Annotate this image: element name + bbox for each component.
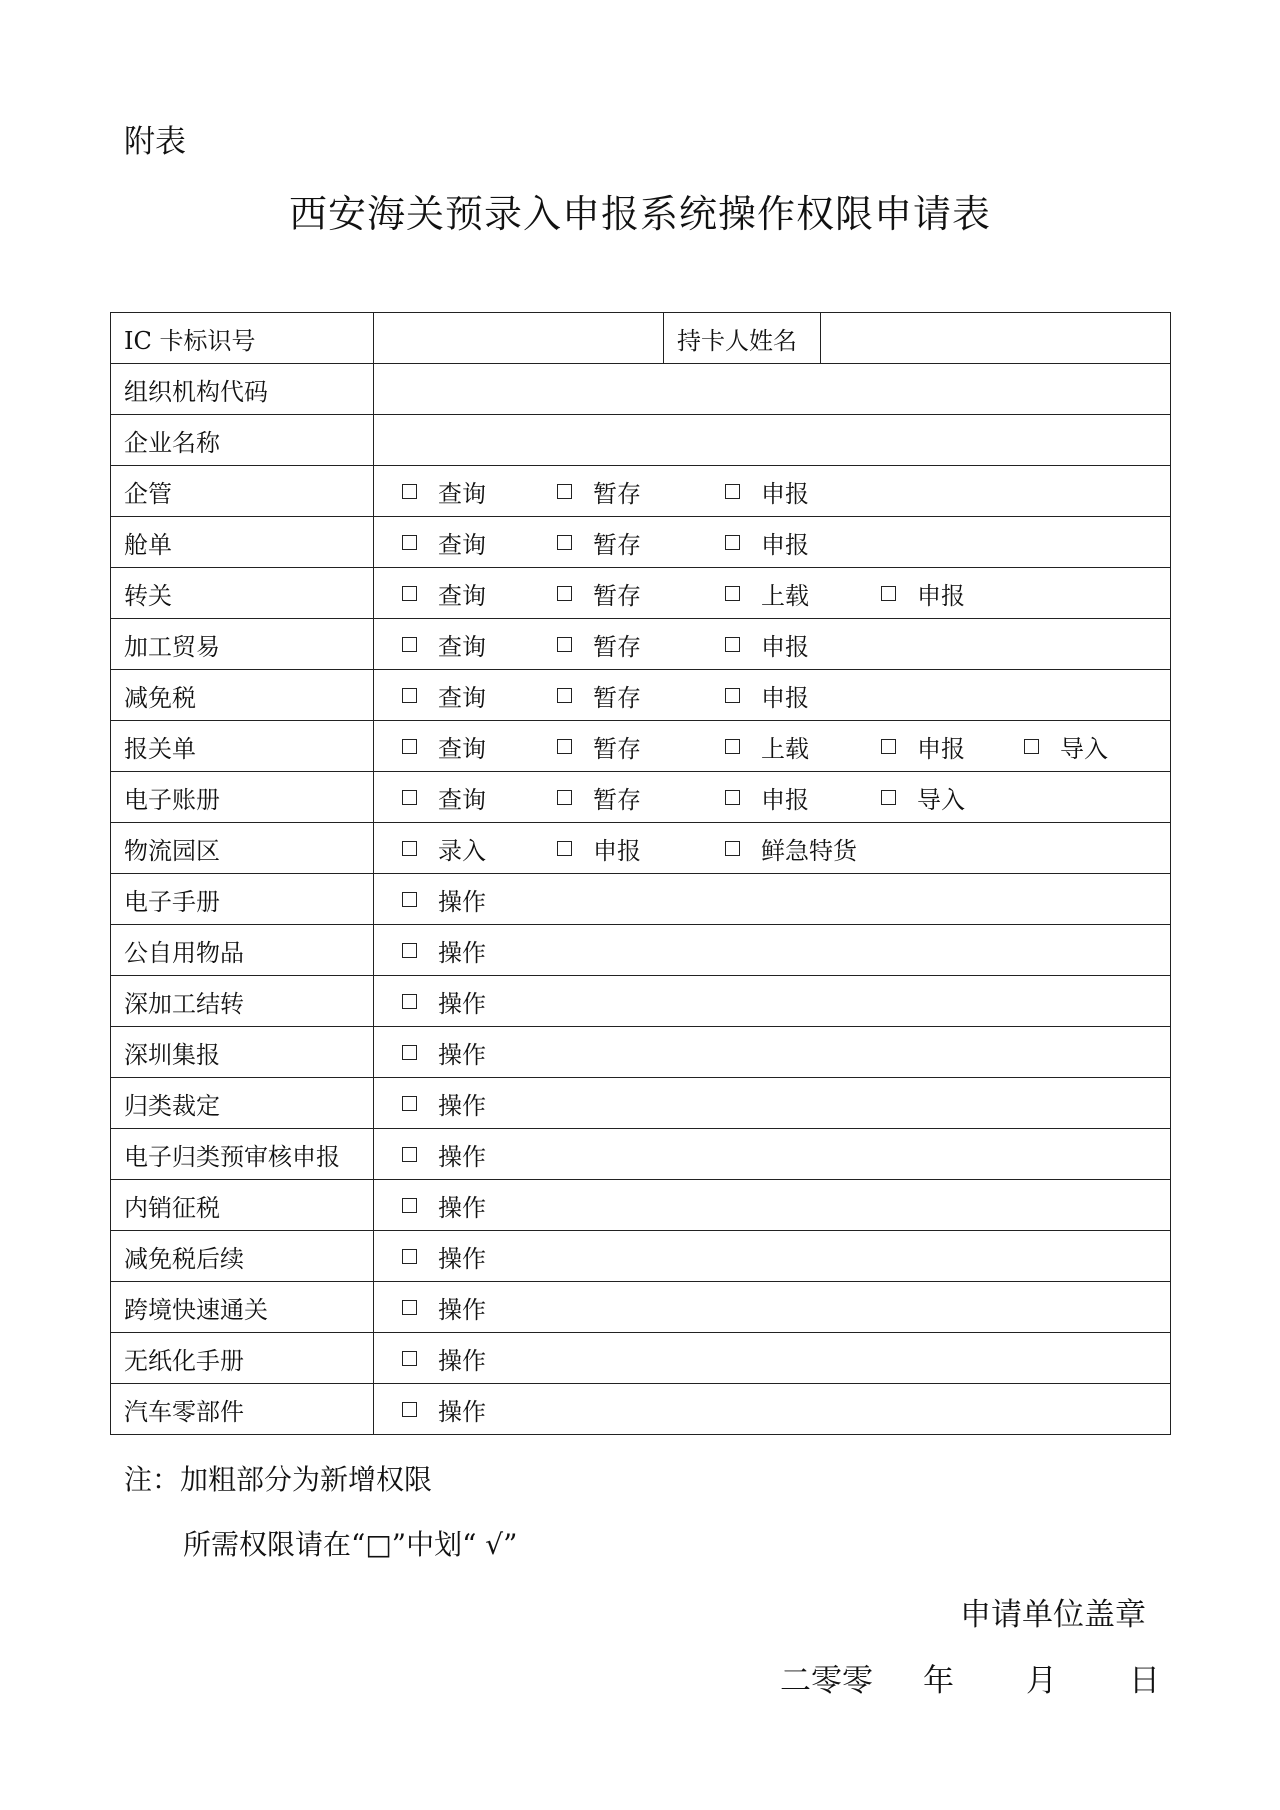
permission-label: 深加工结转 [111,976,374,1027]
option-label: 操作 [438,1346,486,1375]
option-label: 暂存 [593,632,641,661]
option-label: 查询 [438,530,486,559]
permission-checkbox-option[interactable] [725,517,809,567]
option-label: 操作 [438,938,486,967]
permission-options [374,721,1171,772]
checkbox-icon[interactable] [557,637,572,652]
permission-label: 内销征税 [111,1180,374,1231]
permission-checkbox-option[interactable] [402,1282,486,1332]
checkbox-icon[interactable] [725,688,740,703]
company-name-input[interactable] [374,415,1171,466]
options-group [374,1384,1170,1434]
checkbox-icon[interactable] [402,484,417,499]
option-label: 操作 [438,1397,486,1426]
card-holder-label: 持卡人姓名 [664,313,821,364]
permission-label: 跨境快速通关 [111,1282,374,1333]
date-day-label: 日 [1129,1663,1160,1699]
checkbox-icon[interactable] [725,484,740,499]
permission-row [111,1078,1171,1129]
option-label: 操作 [438,1193,486,1222]
permission-options [374,1282,1171,1333]
option-label: 暂存 [593,479,641,508]
permission-row [111,568,1171,619]
permission-label: 电子归类预审核申报 [111,1129,374,1180]
permission-label: 减免税 [111,670,374,721]
permission-options [374,1129,1171,1180]
option-label: 申报 [761,632,809,661]
options-group [374,1282,1170,1332]
permission-row [111,466,1171,517]
permission-checkbox-option[interactable] [402,1027,486,1077]
org-code-input[interactable] [374,364,1171,415]
option-label: 暂存 [593,581,641,610]
date-line [780,1661,1160,1701]
permission-row [111,1027,1171,1078]
option-label: 查询 [438,479,486,508]
permission-checkbox-option[interactable] [881,721,965,771]
checkbox-icon[interactable] [402,1198,417,1213]
permission-options [374,517,1171,568]
option-label: 查询 [438,632,486,661]
options-group [374,1180,1170,1230]
permission-checkbox-option[interactable] [725,721,809,771]
ic-card-label: IC 卡标识号 [111,313,374,364]
option-label: 暂存 [593,785,641,814]
permission-options [374,1231,1171,1282]
permission-row [111,874,1171,925]
checkbox-icon[interactable] [557,739,572,754]
option-label: 申报 [593,836,641,865]
permission-options [374,1384,1171,1435]
permission-row [111,1231,1171,1282]
annex-label: 附表 [124,124,186,160]
permission-options [374,1027,1171,1078]
document-title: 西安海关预录入申报系统操作权限申请表 [288,192,991,236]
permission-checkbox-option[interactable] [402,1231,486,1281]
permission-row [111,772,1171,823]
permission-checkbox-option[interactable] [402,619,486,669]
permission-row [111,517,1171,568]
checkbox-icon[interactable] [725,637,740,652]
options-group [374,568,1170,618]
checkbox-icon[interactable] [402,535,417,550]
permission-options [374,976,1171,1027]
checkbox-icon[interactable] [557,688,572,703]
permission-options [374,1180,1171,1231]
checkbox-icon[interactable] [557,841,572,856]
permission-checkbox-option[interactable] [557,619,641,669]
checkbox-icon[interactable] [402,586,417,601]
permission-row [111,670,1171,721]
option-label: 操作 [438,1091,486,1120]
permission-row [111,925,1171,976]
permission-row [111,823,1171,874]
option-label: 查询 [438,581,486,610]
permission-label: 加工贸易 [111,619,374,670]
permission-checkbox-option[interactable] [402,925,486,975]
options-group [374,670,1170,720]
company-name-row [111,415,1171,466]
permission-label: 物流园区 [111,823,374,874]
permission-options [374,874,1171,925]
checkbox-icon[interactable] [402,1096,417,1111]
permission-options [374,1078,1171,1129]
permission-checkbox-option[interactable] [557,466,641,516]
options-group [374,1078,1170,1128]
option-label: 查询 [438,683,486,712]
option-label: 录入 [438,836,486,865]
permission-checkbox-option[interactable] [1024,721,1108,771]
permission-checkbox-option[interactable] [725,772,809,822]
permission-checkbox-option[interactable] [725,466,809,516]
checkbox-icon[interactable] [402,994,417,1009]
permission-label: 深圳集报 [111,1027,374,1078]
option-label: 查询 [438,734,486,763]
permission-options [374,1333,1171,1384]
option-label: 暂存 [593,734,641,763]
permission-label: 企管 [111,466,374,517]
options-group [374,925,1170,975]
permission-checkbox-option[interactable] [402,1180,486,1230]
permission-checkbox-option[interactable] [402,1333,486,1383]
option-label: 操作 [438,1295,486,1324]
option-label: 操作 [438,1244,486,1273]
permission-checkbox-option[interactable] [557,823,641,873]
permission-checkbox-option[interactable] [725,670,809,720]
option-label: 申报 [761,530,809,559]
permission-row [111,1129,1171,1180]
permission-options [374,925,1171,976]
option-label: 上载 [761,734,809,763]
checkbox-icon[interactable] [402,637,417,652]
permission-row [111,1333,1171,1384]
permission-checkbox-option[interactable] [402,976,486,1026]
options-group [374,823,1170,873]
checkbox-icon[interactable] [557,586,572,601]
permission-checkbox-option[interactable] [557,568,641,618]
permission-row [111,619,1171,670]
date-prefix: 二零零 [780,1663,873,1699]
permission-checkbox-option[interactable] [402,568,486,618]
checkbox-icon[interactable] [402,1351,417,1366]
company-name-label: 企业名称 [111,415,374,466]
checkbox-icon[interactable] [557,535,572,550]
permission-checkbox-option[interactable] [725,568,809,618]
checkbox-icon[interactable] [1024,739,1039,754]
options-group [374,874,1170,924]
permission-checkbox-option[interactable] [402,874,486,924]
checkbox-icon[interactable] [402,1300,417,1315]
date-year-label: 年 [923,1663,954,1699]
option-label: 鲜急特货 [761,836,857,865]
permission-checkbox-option[interactable] [557,670,641,720]
option-label: 导入 [917,785,965,814]
permission-label: 电子手册 [111,874,374,925]
permission-label: 舱单 [111,517,374,568]
permission-options [374,619,1171,670]
permission-options [374,823,1171,874]
options-group [374,1333,1170,1383]
option-label: 上载 [761,581,809,610]
checkbox-icon[interactable] [725,841,740,856]
permission-row [111,721,1171,772]
card-holder-input[interactable] [821,313,1171,364]
checkbox-icon[interactable] [725,790,740,805]
permission-row [111,976,1171,1027]
permission-checkbox-option[interactable] [557,772,641,822]
ic-card-row [111,313,1171,364]
permission-label: 报关单 [111,721,374,772]
checkbox-icon[interactable] [725,586,740,601]
permission-checkbox-option[interactable] [557,517,641,567]
permission-label: 转关 [111,568,374,619]
options-group [374,1129,1170,1179]
org-code-label: 组织机构代码 [111,364,374,415]
permission-checkbox-option[interactable] [402,1078,486,1128]
checkbox-icon[interactable] [402,1147,417,1162]
org-code-row [111,364,1171,415]
option-label: 查询 [438,785,486,814]
option-label: 申报 [917,581,965,610]
options-group [374,1027,1170,1077]
permission-checkbox-option[interactable] [402,721,486,771]
permission-checkbox-option[interactable] [725,619,809,669]
permission-application-table [110,312,1171,1435]
option-label: 申报 [761,479,809,508]
permission-checkbox-option[interactable] [725,823,857,873]
checkbox-icon[interactable] [881,790,896,805]
checkbox-icon[interactable] [402,1045,417,1060]
option-label: 申报 [761,785,809,814]
options-group [374,517,1170,567]
option-label: 暂存 [593,683,641,712]
permission-label: 无纸化手册 [111,1333,374,1384]
permission-label: 公自用物品 [111,925,374,976]
option-label: 操作 [438,1040,486,1069]
permission-label: 汽车零部件 [111,1384,374,1435]
checkbox-icon[interactable] [725,739,740,754]
permission-checkbox-option[interactable] [402,823,486,873]
checkbox-icon[interactable] [402,1249,417,1264]
option-label: 申报 [761,683,809,712]
permission-checkbox-option[interactable] [402,517,486,567]
checkbox-icon[interactable] [557,484,572,499]
permission-checkbox-option[interactable] [402,772,486,822]
note-instructions: 所需权限请在“□”中划“ √” [183,1528,518,1561]
checkbox-icon[interactable] [557,790,572,805]
option-label: 操作 [438,989,486,1018]
permission-options [374,568,1171,619]
options-group [374,721,1170,771]
permission-row [111,1282,1171,1333]
permission-label: 减免税后续 [111,1231,374,1282]
permission-row [111,1180,1171,1231]
checkbox-icon[interactable] [402,790,417,805]
option-label: 申报 [917,734,965,763]
checkbox-icon[interactable] [725,535,740,550]
checkbox-icon[interactable] [402,841,417,856]
options-group [374,1231,1170,1281]
ic-card-input[interactable] [374,313,664,364]
permission-options [374,670,1171,721]
checkbox-icon[interactable] [402,892,417,907]
permission-checkbox-option[interactable] [881,568,965,618]
checkbox-icon[interactable] [402,688,417,703]
seal-label: 申请单位盖章 [960,1597,1146,1633]
permission-label: 电子账册 [111,772,374,823]
checkbox-icon[interactable] [881,586,896,601]
date-month-label: 月 [1026,1663,1057,1699]
checkbox-icon[interactable] [402,943,417,958]
note-bold-new: 注：加粗部分为新增权限 [124,1463,433,1496]
permission-checkbox-option[interactable] [881,772,965,822]
permission-checkbox-option[interactable] [402,1384,486,1434]
options-group [374,772,1170,822]
options-group [374,466,1170,516]
permission-checkbox-option[interactable] [557,721,641,771]
option-label: 导入 [1060,734,1108,763]
permission-label: 归类裁定 [111,1078,374,1129]
option-label: 暂存 [593,530,641,559]
option-label: 操作 [438,887,486,916]
options-group [374,976,1170,1026]
checkbox-icon[interactable] [881,739,896,754]
permission-row [111,1384,1171,1435]
options-group [374,619,1170,669]
permission-checkbox-option[interactable] [402,466,486,516]
option-label: 操作 [438,1142,486,1171]
permission-options [374,772,1171,823]
permission-options [374,466,1171,517]
checkbox-icon[interactable] [402,1402,417,1417]
permission-checkbox-option[interactable] [402,670,486,720]
permission-checkbox-option[interactable] [402,1129,486,1179]
checkbox-icon[interactable] [402,739,417,754]
